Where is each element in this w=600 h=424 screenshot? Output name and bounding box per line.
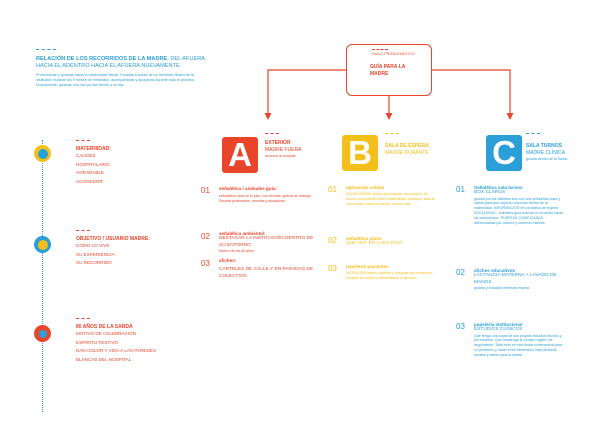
arrow-to-exterior [268,70,346,116]
col-a-item-1: señalética / animales guía: señalética clara en el piso, con flechas, globos de diálogo. Sendas peatonales, veredas y adoquines. [219,186,312,203]
col-c-item-3: papelería institucional ESTUDIOS CLÍNICOS Que tenga una copia de sus propios estudios hechos y por hacerse. Que mantenga su propio registro de seguimiento. Todo esto en una funda contenedora para no perderlos y hacer el kit informativo más personal, amable y cálido para la madre. [474,322,563,357]
col-b-item-1: aplicación celular GUIAR MADRE dentro del hospital, recordatorio de turnos, información sobre maternidad, consejos, sala de comunidad. Madres Sardá y mucho más. [346,185,436,206]
col-a-item-3: afiches: CARTELES DE CALLE Y EN PARADAS DE COLECTIVO. [219,258,314,279]
problem-label: NUDO PROBLEMÁTICO [372,52,415,56]
timeline-node-3 [34,325,51,342]
col-c-num-3: 03 [456,322,465,331]
intro-title: RELACIÓN DE LOS RECORRIDOS DE LA MADRE, DEL AFUERA HACIA EL ADENTRO HACIA EL AFUERA NUEVAMENTE. [36,56,205,69]
col-a-num-2: 02 [201,232,210,241]
col-c-dash [526,133,540,134]
col-a-dash [265,133,279,134]
col-a-num-1: 01 [201,186,210,195]
col-b-num-3: 03 [328,264,337,273]
letter-block-b: B [342,135,378,171]
timeline-node-1 [34,145,51,162]
timeline-node-2 [34,236,51,253]
timeline-line [42,140,43,412]
col-c-num-2: 02 [456,268,465,277]
col-a-num-3: 03 [201,259,210,268]
col-b-header: SALA DE ESPERA MADRE DURANTE [385,143,429,156]
col-c-num-1: 01 [456,185,465,194]
timeline-dash-1 [76,140,90,141]
timeline-block-objetivo: OBJETIVO / USUARIO MADRE: CÓMO LO VIVE SU EXPERIENCIA SU RECORRIDO [76,236,150,265]
timeline-dash-2 [76,230,90,231]
col-c-header: SALA TURNOS MADRE CLÍNICA guiarla dentro de la Sardá [526,143,568,161]
col-b-item-2: señalética plano QUÉ HAY EN CADA PISO [346,236,403,246]
col-c-item-1: Señalética sala turnos BOX CLAROS guiarla por los distintos box con una señalética clara y visible para que vaya su recorrido dentro de la maternidad. INFORMACIÓN en los baños de espera ESCALERAS - animales guía marcan el recorrido hacia los consultorios. PUERTAS CODIFICADAS diferenciadas por colores y números visibles [474,185,563,225]
arrow-to-turnos [432,70,510,116]
timeline-dash-3 [76,318,90,319]
col-c-item-2: afiches educativos LACTANCIA MATERNA + LAVADO DE MANOS guiarla y educarla mientras espera [474,268,557,291]
col-b-num-2: 02 [328,236,337,245]
col-b-item-3: papelería pacientes NUTRICIÓN (antes, durante y después del embarazo). Ocupan su cuerpo y alimentación y ejercicio. [346,264,434,280]
letter-block-c: C [486,135,522,171]
intro-body: Promocionar y guiarlas hacia la maternidad Sardá. Guiarlas a través de su recorrido dentro de la institución durante los 9 meses de embarazo, acompañarlas y apoyarlas durante todo el proceso. Nuevamente, guiarlas una vez ya han tenido a su hijo. [36,73,196,87]
col-b-dash [385,133,399,134]
col-b-num-1: 01 [328,185,337,194]
col-a-header: EXTERIOR MADRE FUERA accesos al hospital [265,140,302,158]
col-a-item-2: señalética ambiental: DESTACAR LA INSTITUCIÓN DENTRO DE SU ENTORNO Motivo de los 80 años [219,231,314,254]
problem-title: GUÍA PARA LA MADRE [370,64,406,77]
timeline-block-sarda: 80 AÑOS DE LA SARDÁ MOTIVO DE CELEBRACIÓN ESPÍRITU FESTIVO DAN COLOR Y VIDA A LAS PAREDES BLANCAS DEL HOSPITAL [76,324,156,362]
letter-block-a: A [222,137,258,173]
timeline-block-maternidad: MATERNIDAD: CALIDEZ HOSPITALARIO AGRADABLE ACOGEDOR [76,146,111,184]
